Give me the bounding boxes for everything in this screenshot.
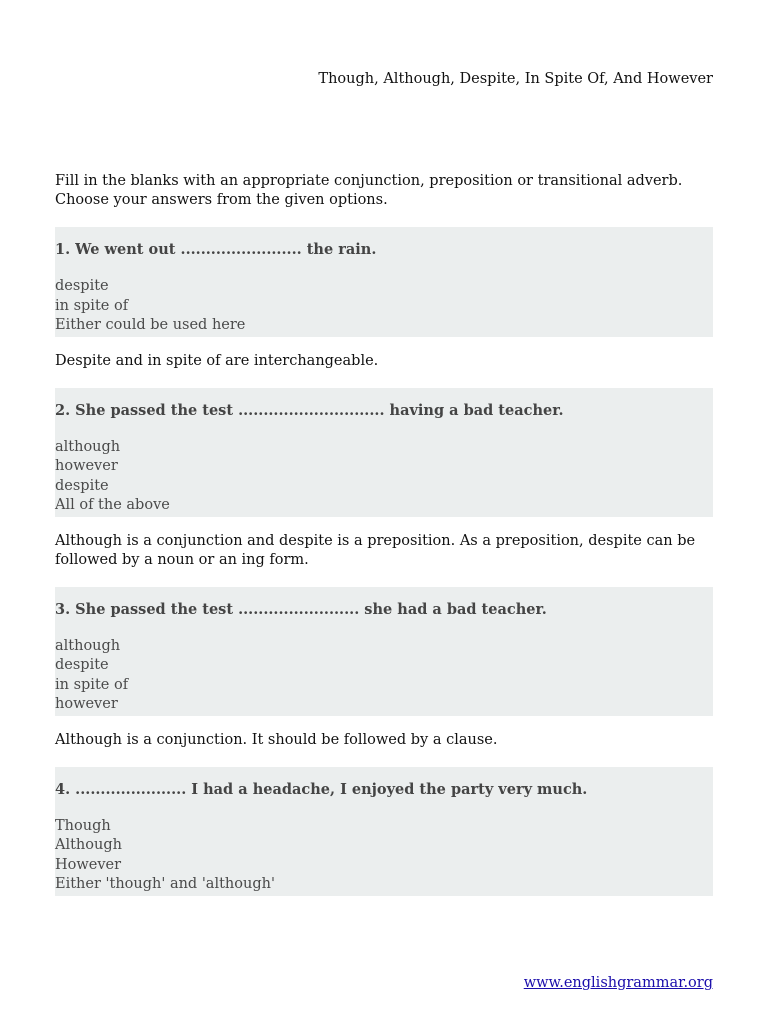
question-1-option-2[interactable]: in spite of [55,297,129,314]
question-3-option-1[interactable]: although [55,637,121,654]
question-1-text: 1. We went out ........................ the rain. [55,241,377,258]
question-2-explanation: Although is a conjunction and despite is a preposition. As a preposition, despite can be followed by a noun or an ing form. [55,532,696,568]
question-3-text: 3. She passed the test ........................ she had a bad teacher. [55,600,547,618]
question-3-option-4[interactable]: however [55,696,118,712]
question-3-explanation: Although is a conjunction. It should be followed by a clause. [55,731,498,748]
website-link[interactable]: www.englishgrammar.org [523,975,713,991]
exercise-content [55,172,713,896]
question-2-option-4[interactable]: All of the above [55,497,170,513]
question-4-options [55,817,713,895]
question-2-text: 2. She passed the test ............................. having a bad teacher. [55,401,564,419]
question-4 [55,767,713,896]
question-2 [55,388,713,517]
question-4-option-4[interactable]: Either 'though' and 'although' [55,876,275,892]
question-3 [55,587,713,716]
question-3-option-2[interactable]: despite [55,657,109,673]
question-4-text: 4. ...................... I had a headache, I enjoyed the party very much. [55,780,588,798]
question-4-option-2[interactable]: Although [55,837,122,853]
question-2-options [55,438,713,516]
question-4-option-3[interactable]: However [55,856,122,873]
question-1-option-1[interactable]: despite [55,278,109,294]
question-2-option-2[interactable]: however [55,458,118,474]
instructions [55,172,713,210]
question-1 [55,227,713,337]
page-title: Though, Although, Despite, In Spite Of, And However [318,71,713,87]
question-2-option-1[interactable]: although [55,438,121,455]
question-2-option-3[interactable]: despite [55,477,109,494]
instructions-line-2: Choose your answers from the given options. [55,192,388,208]
question-1-explanation: Despite and in spite of are interchangeable. [55,352,379,369]
question-3-option-3[interactable]: in spite of [55,676,129,693]
question-1-option-3[interactable]: Either could be used here [55,317,246,333]
instructions-line-1: Fill in the blanks with an appropriate conjunction, preposition or transitional adverb. [55,173,683,189]
question-4-option-1[interactable]: Though [55,817,111,834]
question-3-options [55,637,713,715]
question-1-options [55,277,713,336]
